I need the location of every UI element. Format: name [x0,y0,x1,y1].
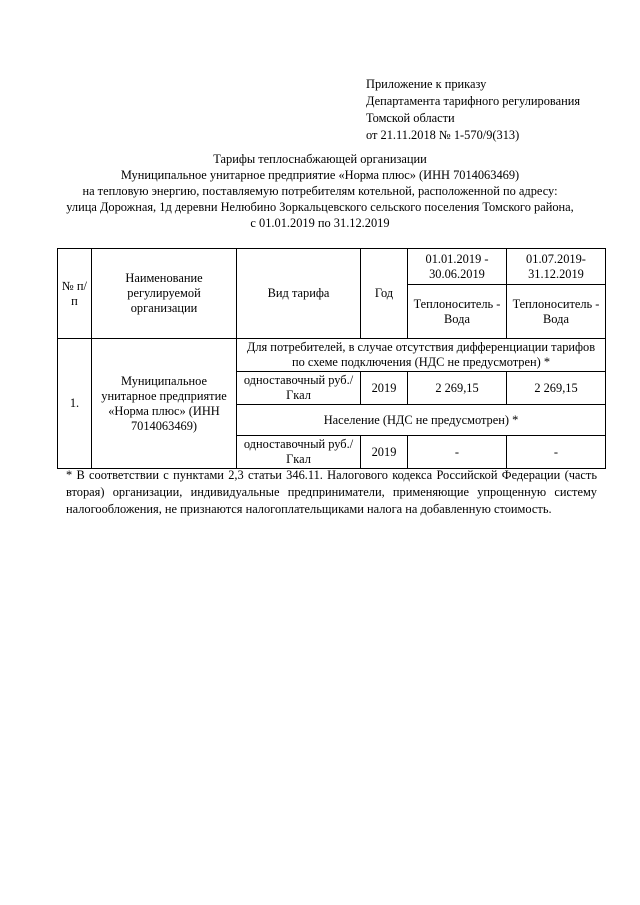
header-org: Наименование регулируемой организации [92,249,237,339]
group2-label: Население (НДС не предусмотрен) * [237,405,606,436]
group1-value-1: 2 269,15 [408,372,507,405]
group2-value-2: - [507,436,606,469]
header-period-1: 01.01.2019 - 30.06.2019 [408,249,507,285]
table-row [58,339,606,372]
title-line-2: Муниципальное унитарное предприятие «Норма плюс» (ИНН 7014063469) [120,168,520,182]
header-num: № п/п [58,249,92,339]
group1-year: 2019 [361,372,408,405]
row-org: Муниципальное унитарное предприятие «Норма плюс» (ИНН 7014063469) [92,339,237,469]
appendix-block [366,76,580,144]
document-title [20,151,620,231]
footnote: * В соответствии с пунктами 2,3 статьи 346.11. Налогового кодекса Российской Федерации (часть вторая) организации, индивидуальные предприниматели, применяющие упрощенную систему налогообложения, не признаются налогоплательщиками налога на добавленную стоимость. [66,468,597,516]
appendix-line-1: Приложение к приказу [366,77,487,91]
group1-label: Для потребителей, в случае отсутствия дифференциации тарифов по схеме подключения (НДС не предусмотрен) * [237,339,606,372]
header-year: Год [361,249,408,339]
group2-year: 2019 [361,436,408,469]
tariff-table [57,248,606,469]
title-line-1: Тарифы теплоснабжающей организации [213,152,427,166]
title-line-5: с 01.01.2019 по 31.12.2019 [250,216,390,230]
header-tariff-type: Вид тарифа [237,249,361,339]
appendix-line-2: Департамента тарифного регулирования [366,94,581,108]
group2-value-1: - [408,436,507,469]
header-carrier-1: Теплоноситель - Вода [408,285,507,339]
appendix-line-4: от 21.11.2018 № 1-570/9(313) [366,128,520,142]
group2-tariff: одноставочный руб./Гкал [237,436,361,469]
row-num: 1. [58,339,92,469]
title-line-4: улица Дорожная, 1д деревни Нелюбино Зоркальцевского сельского поселения Томского района, [66,200,574,214]
header-period-2: 01.07.2019- 31.12.2019 [507,249,606,285]
header-carrier-2: Теплоноситель - Вода [507,285,606,339]
group1-tariff: одноставочный руб./Гкал [237,372,361,405]
group1-value-2: 2 269,15 [507,372,606,405]
appendix-line-3: Томской области [366,111,455,125]
table-header-row [58,249,606,285]
title-line-3: на тепловую энергию, поставляемую потребителям котельной, расположенной по адресу: [82,184,558,198]
